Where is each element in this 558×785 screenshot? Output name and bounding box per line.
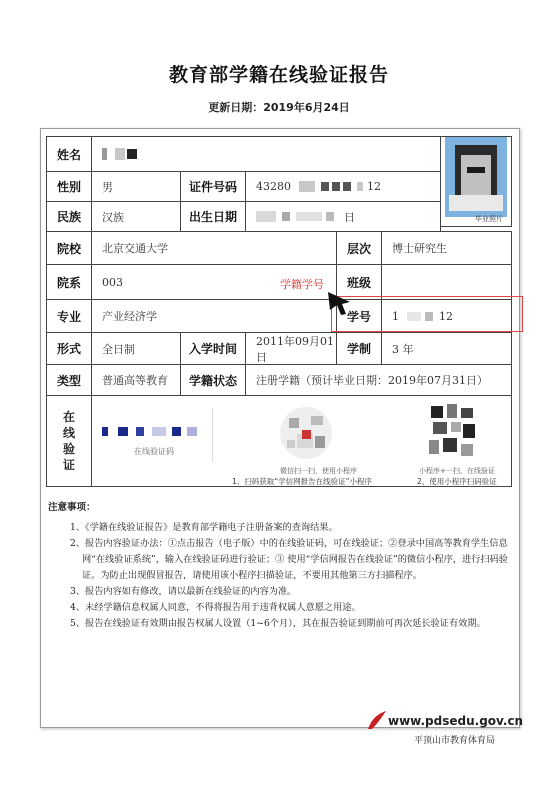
birth-value [245,201,441,232]
photo-caption: 毕业照片 [475,215,503,223]
type-label [46,364,92,396]
birth-redaction-3 [296,212,322,221]
photo-cell [440,136,512,227]
birth-redaction-2 [282,212,290,221]
notes-heading: 注意事项： [48,502,96,513]
form-label [46,332,92,365]
level-value-text: 博士研究生 [392,242,447,255]
duration-label-text: 学制 [346,342,371,356]
verify-code-box[interactable] [100,408,213,462]
gender-value [91,171,181,202]
birth-label [180,201,246,232]
qr2-small-text: 小程序+一扫，在线验证 [419,467,495,475]
note-item: 4、未经学籍信息权属人同意，不得将报告用于违背权属人意愿之用途。 [70,602,361,613]
id-redaction-1 [299,181,315,192]
verify-code-redaction [102,424,197,437]
name-value [91,136,441,172]
name-redaction-2 [115,148,125,160]
status-value [245,364,512,396]
graduate-photo [445,137,507,217]
qr1-caption: 1、扫码获取“学信网报告在线验证”小程序 [232,477,373,486]
ethnic-value [91,201,181,232]
birth-suffix: 日 [344,210,355,224]
duration-value [381,332,512,365]
note-item: 2、报告内容验证办法：①点击报告（电子版）中的在线验证码，可在线验证；②登录中国高等教育学生信息网“在线验证系统”，输入在线验证码进行验证；③ 使用“学信网报告在线验证”的微信小程序，进行扫码验证。为防止出现假冒报告，请使用该小程序扫描验证，不要用其他第三方扫描程序。 [70,538,508,581]
gender-value-text: 男 [102,180,113,194]
name-redaction [102,148,107,160]
duration-label [336,332,382,365]
birth-label-text: 出生日期 [188,210,237,224]
dept-label-text: 院系 [56,275,81,290]
ethnic-label [46,201,92,232]
note-item: 1、《学籍在线验证报告》是教育部学籍电子注册备案的查询结果。 [70,522,338,533]
major-value-text: 产业经济学 [102,310,157,323]
form-value-text: 全日制 [102,342,135,356]
status-value-text: 注册学籍（预计毕业日期：2019年07月31日） [256,374,488,387]
birth-redaction-4 [326,212,334,221]
level-label [336,231,382,265]
update-date: 更新日期：2019年6月24日 [208,101,350,114]
school-value-text: 北京交通大学 [102,242,168,255]
major-label-text: 专业 [56,309,81,324]
id-prefix: 43280 [256,180,291,193]
id-label [180,171,246,202]
verify-code-caption: 在线验证码 [134,447,174,456]
ethnic-label-text: 民族 [56,210,81,224]
name-redaction-3 [127,149,137,159]
major-value [91,299,337,333]
id-value [245,171,441,202]
notes-section [48,500,510,632]
enroll-label-text: 入学时间 [188,342,237,356]
watermark-logo-icon [366,709,388,731]
student-no-prefix: 1 [392,309,399,323]
note-item: 5、报告在线验证有效期由报告权属人设置（1~6个月），其在报告验证到期前可再次延长验证有效期。 [70,618,486,629]
qr-miniprogram[interactable] [275,404,337,462]
verify-area [91,395,512,487]
name-label [46,136,92,172]
gender-label-text: 性别 [56,180,81,194]
enroll-value-text: 2011年09月01日 [256,334,334,364]
annotation-arrow-icon [326,290,354,316]
miniprogram-qr-icon [275,404,337,462]
dept-label [46,264,92,300]
class-value [381,264,512,300]
ethnic-value-text: 汉族 [102,210,124,224]
watermark-org: 平顶山市教育体育局 [414,736,496,746]
id-redaction-3 [332,182,340,191]
note-item: 3、报告内容如有修改，请以最新在线验证的内容为准。 [70,586,297,597]
annotation-label: 学籍学号 [280,278,324,291]
type-label-text: 类型 [56,373,81,388]
student-no-label-text: 学号 [346,309,371,324]
annotation-box [331,296,523,332]
verify-label-text: 在线验证 [62,410,75,472]
verify-label [46,395,92,487]
level-value [381,231,512,265]
qr-verify[interactable] [427,402,479,462]
report-title: 教育部学籍在线验证报告 [168,64,389,86]
birth-redaction-1 [256,211,276,222]
id-suffix: 12 [367,180,381,193]
id-redaction-4 [343,182,351,191]
status-label [180,364,246,396]
id-redaction-5 [357,182,363,191]
duration-value-text: 3 年 [392,342,414,356]
student-no-suffix: 12 [439,309,453,323]
id-label-text: 证件号码 [188,180,237,194]
enroll-label [180,332,246,365]
school-value [91,231,337,265]
watermark-url: www.pdsedu.gov.cn [388,714,524,728]
qr2-caption: 2、使用小程序扫码验证 [417,477,497,486]
verify-qr-icon [427,402,479,462]
major-label [46,299,92,333]
gender-label [46,171,92,202]
name-label-text: 姓名 [56,147,81,162]
dept-value-text: 003 [102,275,123,289]
qr1-small-text: 微信扫一扫，使用小程序 [280,467,357,475]
school-label [46,231,92,265]
form-label-text: 形式 [56,342,81,356]
status-label-text: 学籍状态 [188,373,237,388]
type-value [91,364,181,396]
id-redaction-2 [321,182,329,191]
enroll-value [245,332,337,365]
level-label-text: 层次 [346,241,371,256]
class-label-text: 班级 [346,275,371,290]
type-value-text: 普通高等教育 [102,374,168,387]
form-value [91,332,181,365]
school-label-text: 院校 [56,241,81,256]
